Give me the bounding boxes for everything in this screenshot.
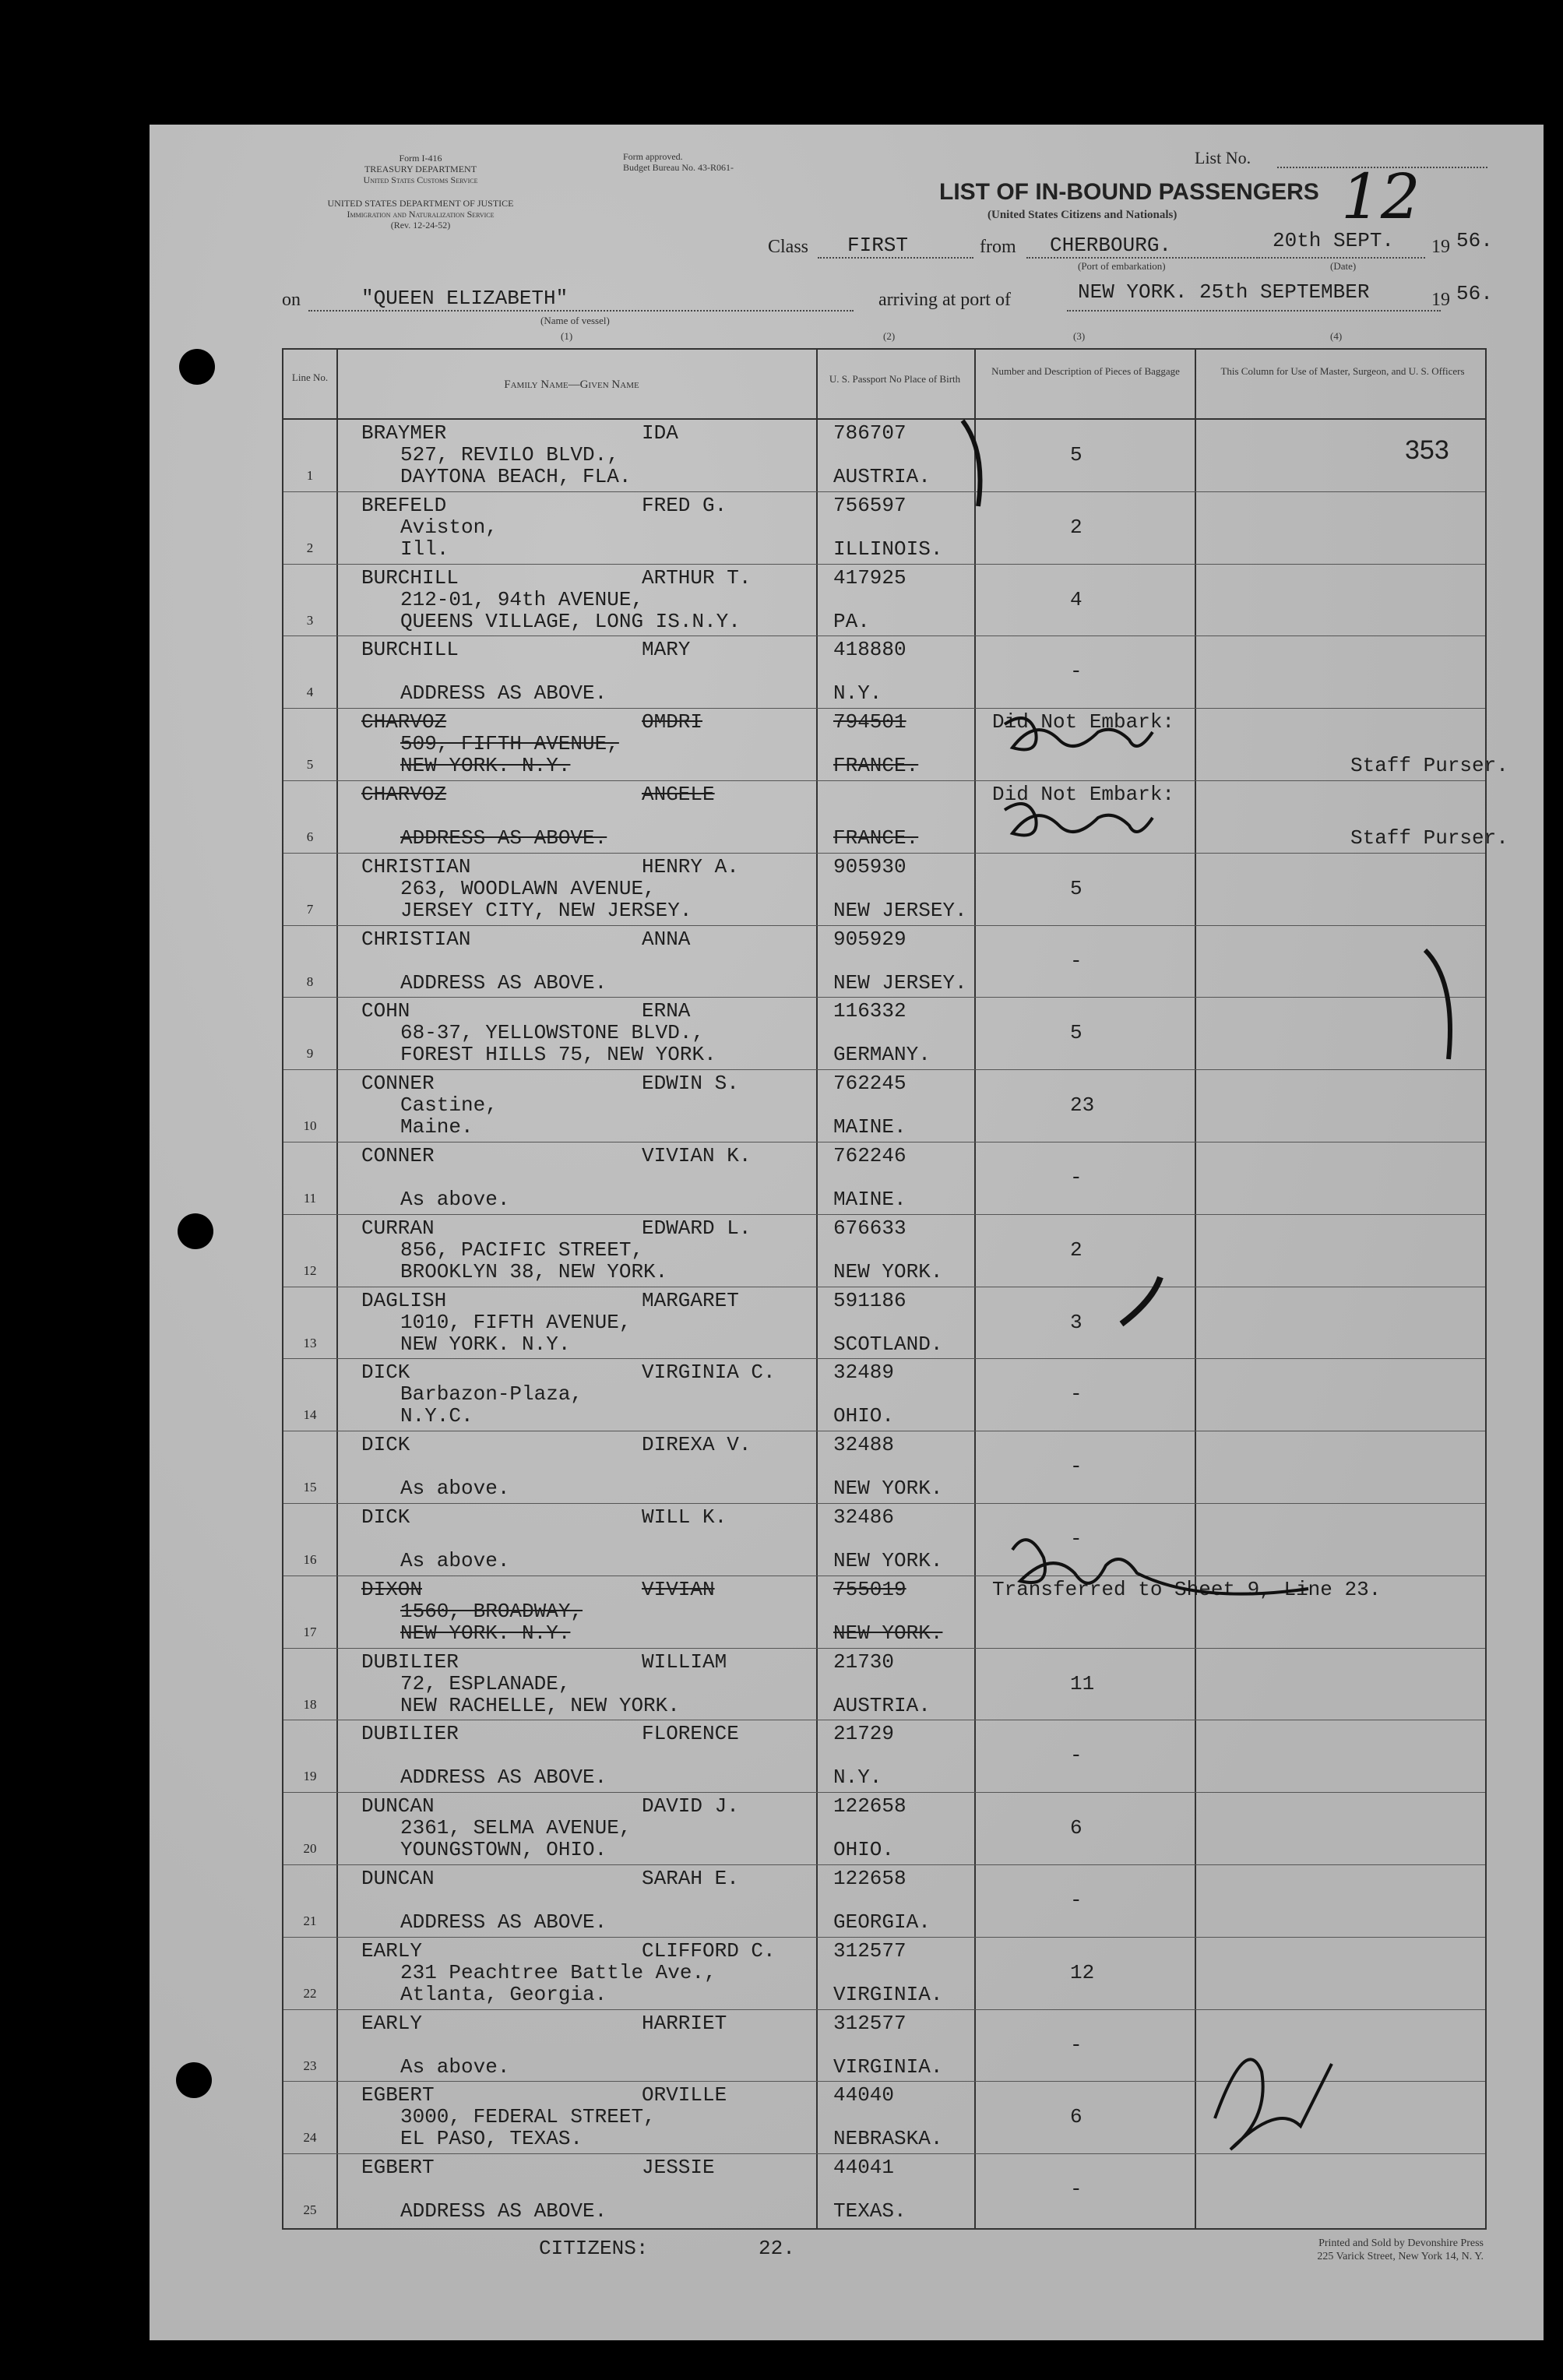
birth-place: MAINE.: [833, 1188, 906, 1211]
family-name: EARLY: [361, 1938, 423, 1963]
birth-place: MAINE.: [833, 1115, 906, 1139]
birth-place: OHIO.: [833, 1838, 895, 1862]
baggage: -: [1070, 2033, 1082, 2057]
passport-number: 122658: [833, 1794, 906, 1818]
family-name: DIXON: [361, 1577, 423, 1601]
baggage: 4: [1070, 587, 1082, 611]
baggage: -: [1070, 1527, 1082, 1551]
family-name: DICK: [361, 1433, 410, 1457]
dept-immigration: Immigration and Naturalization Service: [347, 209, 495, 220]
arriving-label: arriving at port of: [878, 290, 1011, 310]
line-number: 6: [306, 829, 314, 844]
passport-number: 32488: [833, 1433, 895, 1457]
col4-number: (4): [1330, 330, 1343, 342]
address-line-1: Aviston,: [400, 515, 498, 539]
dept-customs: United States Customs Service: [363, 174, 478, 185]
given-name: EDWARD L.: [642, 1216, 752, 1240]
baggage: 2: [1070, 1238, 1082, 1262]
line-number: 4: [306, 685, 314, 700]
line-number: 25: [303, 2202, 317, 2218]
col-header-officers: This Column for Use of Master, Surgeon, and U. S. Officers: [1220, 365, 1465, 377]
passport-number: 417925: [833, 565, 906, 590]
family-name: CHARVOZ: [361, 710, 447, 734]
family-name: DUNCAN: [361, 1867, 435, 1890]
list-no-handwritten: 12: [1341, 160, 1420, 233]
officer-note: Staff Purser.: [1350, 826, 1508, 850]
line-number: 10: [303, 1118, 317, 1134]
baggage: 12: [1070, 1960, 1095, 1984]
address-line-2: DAYTONA BEACH, FLA.: [400, 465, 632, 488]
address-line-1: Barbazon-Plaza,: [400, 1382, 583, 1407]
address-line-2: As above.: [400, 2054, 510, 2079]
given-name: MARGARET: [642, 1288, 739, 1312]
class-value: FIRST: [847, 234, 909, 257]
birth-place: VIRGINIA.: [833, 2054, 943, 2079]
baggage: -: [1070, 1382, 1082, 1407]
given-name: VIRGINIA C.: [642, 1361, 776, 1385]
passport-number: 32489: [833, 1361, 895, 1385]
arriving-value: NEW YORK. 25th SEPTEMBER: [1078, 280, 1370, 304]
given-name: DAVID J.: [642, 1794, 739, 1818]
address-line-2: As above.: [400, 1549, 510, 1572]
family-name: CURRAN: [361, 1216, 435, 1240]
baggage: 2: [1070, 515, 1082, 539]
birth-place: TEXAS.: [833, 2199, 906, 2223]
given-name: DIREXA V.: [642, 1433, 752, 1457]
from-value: CHERBOURG.: [1050, 234, 1172, 257]
year-prefix-2: 19: [1431, 290, 1450, 310]
address-line-1: 509, FIFTH AVENUE,: [400, 732, 619, 756]
given-name: IDA: [642, 421, 678, 445]
address-line-2: NEW YORK. N.Y.: [400, 1621, 571, 1645]
line-number: 17: [303, 1624, 317, 1639]
line-number: 3: [306, 612, 314, 628]
address-line-2: QUEENS VILLAGE, LONG IS.N.Y.: [400, 609, 741, 633]
col3-number: (3): [1073, 330, 1086, 342]
address-line-1: 527, REVILO BLVD.,: [400, 443, 619, 466]
given-name: FLORENCE: [642, 1722, 739, 1746]
line-number: 24: [303, 2130, 317, 2146]
passport-number: 312577: [833, 2011, 906, 2035]
passport-number: 44040: [833, 2083, 895, 2107]
birth-place: FRANCE.: [833, 826, 919, 850]
address-line-1: 263, WOODLAWN AVENUE,: [400, 876, 656, 900]
address-line-1: 72, ESPLANADE,: [400, 1671, 571, 1695]
address-line-1: Castine,: [400, 1093, 498, 1118]
col2-number: (2): [883, 330, 896, 342]
address-line-2: As above.: [400, 1477, 510, 1501]
baggage: -: [1070, 1166, 1082, 1189]
address-line-2: ADDRESS AS ABOVE.: [400, 1910, 607, 1934]
family-name: CONNER: [361, 1144, 435, 1167]
birth-place: AUSTRIA.: [833, 465, 931, 488]
line-number: 2: [306, 540, 314, 555]
passport-number: 756597: [833, 493, 906, 517]
address-line-2: ADDRESS AS ABOVE.: [400, 826, 607, 850]
family-name: BURCHILL: [361, 638, 459, 662]
address-line-2: Ill.: [400, 537, 449, 561]
birth-place: N.Y.: [833, 1766, 882, 1790]
address-line-2: ADDRESS AS ABOVE.: [400, 2199, 607, 2223]
given-name: WILL K.: [642, 1505, 727, 1529]
line-number: 20: [303, 1841, 317, 1857]
given-name: SARAH E.: [642, 1867, 739, 1890]
address-line-2: As above.: [400, 1188, 510, 1211]
passport-number: 794501: [833, 710, 906, 734]
baggage: -: [1070, 2178, 1082, 2202]
passport-number: 762245: [833, 1072, 906, 1096]
officer-note: Staff Purser.: [1350, 754, 1508, 778]
baggage: 6: [1070, 2105, 1082, 2129]
birth-place: GEORGIA.: [833, 1910, 931, 1934]
col-header-family-name: Family Name—Given Name: [504, 378, 639, 391]
year-value-2: 56.: [1456, 282, 1493, 305]
address-line-1: 856, PACIFIC STREET,: [400, 1238, 644, 1262]
vessel-value: "QUEEN ELIZABETH": [361, 287, 569, 310]
line-number: 19: [303, 1769, 317, 1784]
address-line-2: JERSEY CITY, NEW JERSEY.: [400, 898, 692, 922]
col-header-baggage: Number and Description of Pieces of Baggage: [991, 365, 1180, 377]
line-number: 11: [303, 1191, 317, 1206]
family-name: DAGLISH: [361, 1288, 447, 1312]
line-number: 1: [306, 468, 314, 483]
form-approved: Form approved.: [623, 151, 683, 162]
given-name: MARY: [642, 638, 691, 662]
passport-number: 755019: [833, 1577, 906, 1601]
line-number: 22: [303, 1985, 317, 2001]
address-line-2: YOUNGSTOWN, OHIO.: [400, 1838, 607, 1862]
date-caption: (Date): [1330, 260, 1357, 272]
line-number: 16: [303, 1552, 317, 1567]
birth-place: VIRGINIA.: [833, 1982, 943, 2006]
passport-number: 905929: [833, 927, 906, 951]
vessel-col-number: (1): [561, 330, 573, 342]
address-line-1: 2361, SELMA AVENUE,: [400, 1816, 632, 1840]
passport-number: 116332: [833, 999, 906, 1023]
address-line-2: N.Y.C.: [400, 1404, 473, 1428]
address-line-2: ADDRESS AS ABOVE.: [400, 681, 607, 706]
passport-number: 122658: [833, 1867, 906, 1890]
baggage: 3: [1070, 1310, 1082, 1334]
given-name: VIVIAN K.: [642, 1144, 752, 1167]
dept-justice: UNITED STATES DEPARTMENT OF JUSTICE: [327, 198, 514, 209]
form-revision: (Rev. 12-24-52): [390, 220, 451, 231]
given-name: HENRY A.: [642, 854, 739, 878]
family-name: DUNCAN: [361, 1794, 435, 1818]
citizens-label: CITIZENS:: [539, 2237, 649, 2260]
line-number: 15: [303, 1480, 317, 1495]
from-label: from: [980, 237, 1016, 257]
baggage: Transferred to Sheet 9, Line 23.: [992, 1577, 1382, 1601]
given-name: JESSIE: [642, 2156, 715, 2180]
family-name: BRAYMER: [361, 421, 447, 445]
line-number: 7: [306, 901, 314, 917]
given-name: VIVIAN: [642, 1577, 715, 1601]
baggage: 6: [1070, 1816, 1082, 1840]
line-number: 18: [303, 1696, 317, 1712]
baggage: -: [1070, 660, 1082, 684]
address-line-2: ADDRESS AS ABOVE.: [400, 1766, 607, 1790]
family-name: BURCHILL: [361, 565, 459, 590]
baggage: 11: [1070, 1671, 1095, 1695]
passport-number: 676633: [833, 1216, 906, 1240]
birth-place: SCOTLAND.: [833, 1332, 943, 1356]
line-number: 13: [303, 1335, 317, 1350]
birth-place: AUSTRIA.: [833, 1693, 931, 1717]
col-header-line-no: Line No.: [291, 371, 329, 383]
year-prefix-1: 19: [1431, 237, 1450, 257]
given-name: OMDRI: [642, 710, 703, 734]
family-name: DICK: [361, 1361, 410, 1385]
page-title: LIST OF IN-BOUND PASSENGERS: [939, 179, 1319, 205]
address-line-1: 1560, BROADWAY,: [400, 1599, 583, 1623]
family-name: CHRISTIAN: [361, 854, 471, 878]
birth-place: NEW YORK.: [833, 1621, 943, 1645]
address-line-2: NEW YORK. N.Y.: [400, 754, 571, 778]
passport-number: 905930: [833, 854, 906, 878]
address-line-1: 68-37, YELLOWSTONE BLVD.,: [400, 1021, 705, 1045]
address-line-2: ADDRESS AS ABOVE.: [400, 970, 607, 995]
printer-line-1: Printed and Sold by Devonshire Press: [1318, 2237, 1484, 2249]
page-subtitle: (United States Citizens and Nationals): [987, 209, 1178, 221]
birth-place: OHIO.: [833, 1404, 895, 1428]
given-name: ERNA: [642, 999, 691, 1023]
birth-place: NEW YORK.: [833, 1259, 943, 1283]
family-name: DUBILIER: [361, 1649, 459, 1674]
form-number: Form I-416: [399, 153, 442, 164]
year-value-1: 56.: [1456, 229, 1493, 252]
dept-treasury: TREASURY DEPARTMENT: [364, 164, 477, 174]
baggage: -: [1070, 1889, 1082, 1912]
line-number: 9: [306, 1046, 314, 1061]
address-line-2: EL PASO, TEXAS.: [400, 2127, 583, 2151]
address-line-1: 231 Peachtree Battle Ave.,: [400, 1960, 716, 1984]
given-name: ANGELE: [642, 783, 715, 806]
given-name: ORVILLE: [642, 2083, 727, 2107]
family-name: EGBERT: [361, 2083, 435, 2107]
line-number: 8: [306, 973, 314, 989]
birth-place: NEBRASKA.: [833, 2127, 943, 2151]
given-name: ARTHUR T.: [642, 565, 752, 590]
family-name: EGBERT: [361, 2156, 435, 2180]
birth-place: NEW JERSEY.: [833, 970, 967, 995]
birth-place: FRANCE.: [833, 754, 919, 778]
passport-number: 312577: [833, 1938, 906, 1963]
passport-number: 21729: [833, 1722, 895, 1746]
vessel-caption: (Name of vessel): [540, 315, 610, 326]
address-line-2: FOREST HILLS 75, NEW YORK.: [400, 1043, 716, 1067]
birth-place: NEW YORK.: [833, 1477, 943, 1501]
birth-place: NEW YORK.: [833, 1549, 943, 1572]
printer-line-2: 225 Varick Street, New York 14, N. Y.: [1317, 2251, 1484, 2262]
address-line-2: BROOKLYN 38, NEW YORK.: [400, 1259, 668, 1283]
passport-number: 44041: [833, 2156, 895, 2180]
line-number: 5: [306, 757, 314, 773]
family-name: CHARVOZ: [361, 783, 447, 806]
address-line-2: NEW YORK. N.Y.: [400, 1332, 571, 1356]
baggage: 5: [1070, 443, 1082, 466]
family-name: CONNER: [361, 1072, 435, 1096]
address-line-1: 1010, FIFTH AVENUE,: [400, 1310, 632, 1334]
baggage: -: [1070, 1744, 1082, 1768]
baggage: 5: [1070, 876, 1082, 900]
officer-note: 353: [1405, 435, 1449, 465]
given-name: CLIFFORD C.: [642, 1938, 776, 1963]
passport-number: 21730: [833, 1649, 895, 1674]
date-value: 20th SEPT.: [1273, 229, 1395, 252]
passport-number: 786707: [833, 421, 906, 445]
given-name: ANNA: [642, 927, 691, 951]
passport-number: 591186: [833, 1288, 906, 1312]
family-name: DUBILIER: [361, 1722, 459, 1746]
family-name: DICK: [361, 1505, 410, 1529]
family-name: EARLY: [361, 2011, 423, 2035]
line-number: 14: [303, 1407, 317, 1423]
baggage: Did Not Embark:: [992, 783, 1175, 806]
birth-place: PA.: [833, 609, 870, 633]
baggage: Did Not Embark:: [992, 710, 1175, 734]
birth-place: NEW JERSEY.: [833, 898, 967, 922]
class-label: Class: [768, 237, 809, 257]
list-no-label: List No.: [1195, 148, 1251, 167]
passport-number: 32486: [833, 1505, 895, 1529]
family-name: BREFELD: [361, 493, 447, 517]
family-name: COHN: [361, 999, 410, 1023]
given-name: FRED G.: [642, 493, 727, 517]
family-name: CHRISTIAN: [361, 927, 471, 951]
col-header-passport: U. S. Passport No Place of Birth: [829, 373, 961, 385]
baggage: 23: [1070, 1093, 1095, 1118]
birth-place: GERMANY.: [833, 1043, 931, 1067]
given-name: HARRIET: [642, 2011, 727, 2035]
budget-bureau: Budget Bureau No. 43-R061-: [623, 162, 734, 173]
address-line-2: NEW RACHELLE, NEW YORK.: [400, 1693, 680, 1717]
address-line-1: 3000, FEDERAL STREET,: [400, 2105, 656, 2129]
baggage: -: [1070, 1455, 1082, 1479]
birth-place: N.Y.: [833, 681, 882, 706]
passport-number: 762246: [833, 1144, 906, 1167]
line-number: 23: [303, 2058, 317, 2073]
on-label: on: [282, 290, 301, 310]
line-number: 12: [303, 1262, 317, 1278]
given-name: EDWIN S.: [642, 1072, 739, 1096]
address-line-2: Maine.: [400, 1115, 473, 1139]
citizens-count: 22.: [759, 2237, 795, 2260]
line-number: 21: [303, 1914, 317, 1928]
baggage: 5: [1070, 1021, 1082, 1045]
given-name: WILLIAM: [642, 1649, 727, 1674]
from-caption: (Port of embarkation): [1078, 260, 1166, 272]
address-line-1: 212-01, 94th AVENUE,: [400, 587, 644, 611]
baggage: -: [1070, 949, 1082, 973]
birth-place: ILLINOIS.: [833, 537, 943, 561]
passport-number: 418880: [833, 638, 906, 662]
address-line-2: Atlanta, Georgia.: [400, 1982, 607, 2006]
